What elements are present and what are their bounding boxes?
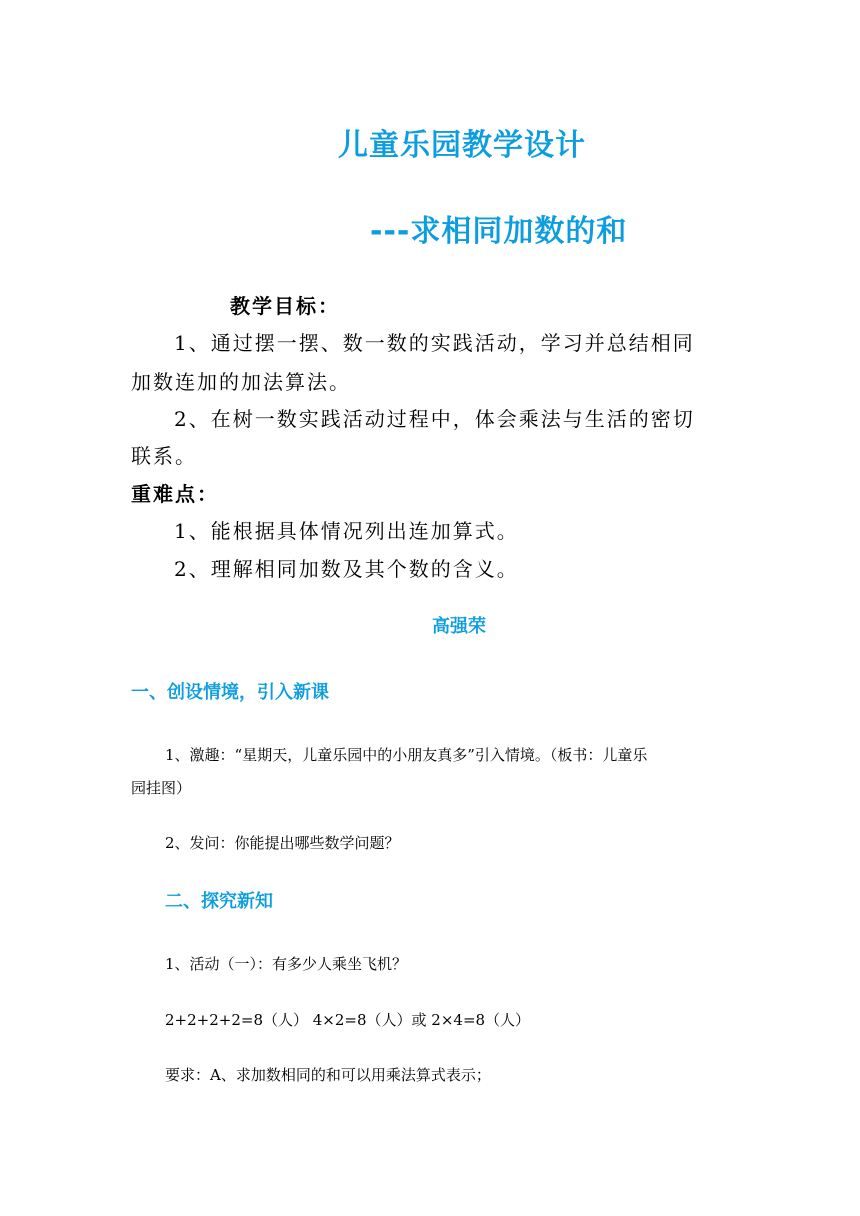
goal-2-line2: 联系。 [131,444,197,468]
section-2-heading: 二、探究新知 [165,891,273,912]
page-title: 儿童乐园教学设计 [338,128,586,163]
page-subtitle: ---求相同加数的和 [370,214,628,249]
author: 高强荣 [432,616,486,637]
keypoint-2: 2、理解相同加数及其个数的含义。 [174,557,519,581]
s1-item1-line1: 1、激趣：“星期天，儿童乐园中的小朋友真多”引入情境。（板书：儿童乐 [165,746,648,764]
goal-2-line1: 2、在树一数实践活动过程中，体会乘法与生活的密切 [174,407,695,431]
goals-heading: 教学目标： [230,294,340,318]
s2-requirement: 要求：A、求加数相同的和可以用乘法算式表示； [165,1066,491,1084]
s1-item1-line2: 园挂图） [131,779,192,797]
keypoint-1: 1、能根据具体情况列出连加算式。 [174,519,519,543]
s2-equation: 2+2+2+2=8（人） 4×2=8（人）或 2×4=8（人） [165,1011,531,1029]
s2-item1: 1、活动（一）：有多少人乘坐飞机？ [165,955,408,973]
section-1-heading: 一、创设情境，引入新课 [131,682,329,703]
s1-item2: 2、发问：你能提出哪些数学问题？ [165,834,400,852]
goal-1-line2: 加数连加的加法算法。 [131,370,351,394]
goal-1-line1: 1、通过摆一摆、数一数的实践活动，学习并总结相同 [174,331,695,355]
keypoints-heading: 重难点： [131,482,219,506]
